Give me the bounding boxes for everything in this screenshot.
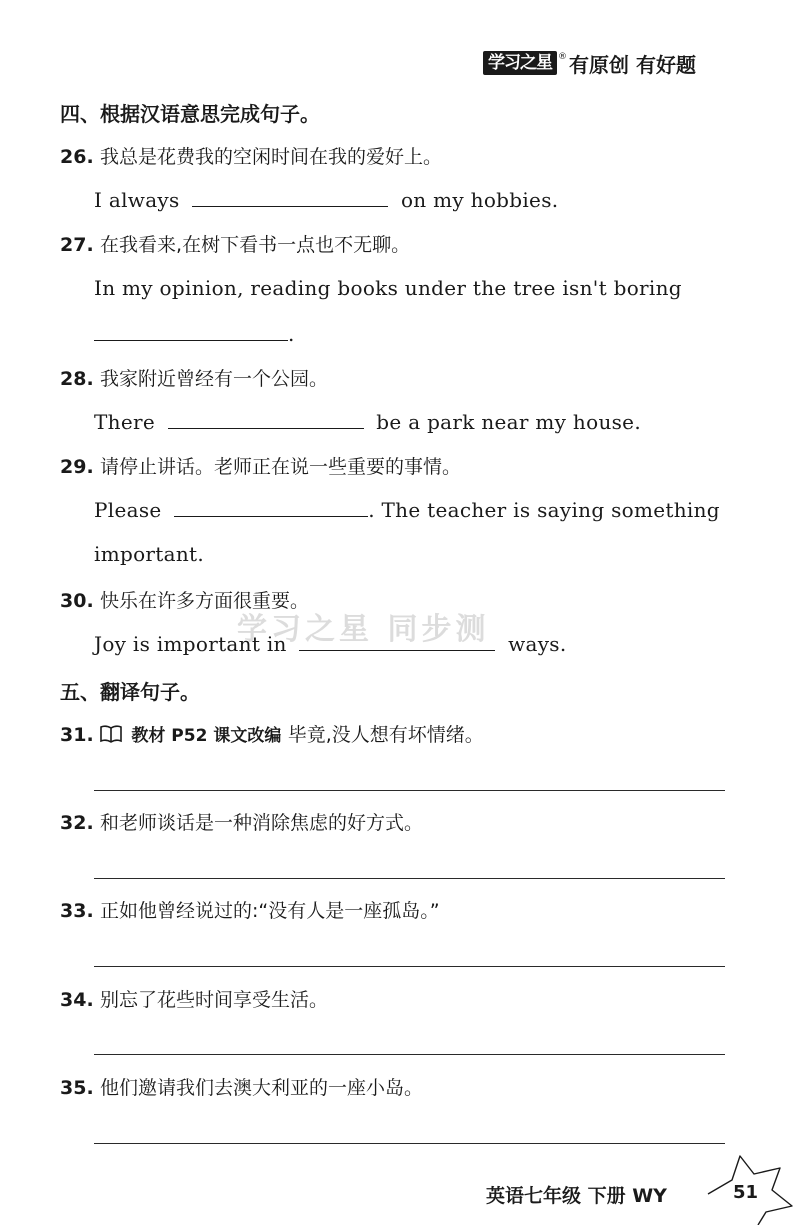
question-33 [60,896,440,925]
question-26 [60,142,442,171]
translation-line-34[interactable] [94,1054,725,1055]
question-chinese: 和老师谈话是一种消除焦虑的好方式。 [100,812,424,834]
question-number: 35. [60,1077,94,1099]
fill-blank[interactable] [168,408,364,429]
translation-line-32[interactable] [94,878,725,879]
fill-blank[interactable] [174,496,368,517]
registered-mark: ® [558,52,567,62]
question-number: 34. [60,989,94,1011]
textbook-source-tag: 教材 P52 课文改编 [131,726,282,746]
question-35 [60,1073,423,1102]
question-chinese: 正如他曾经说过的:“没有人是一座孤岛。” [100,900,440,922]
question-number: 31. [60,724,94,746]
page-number: 51 [733,1182,759,1203]
book-info: 英语七年级 下册 WY [486,1185,667,1207]
section-title-4: 四、根据汉语意思完成句子。 [60,102,320,126]
brand-slogan: 有原创 有好题 [569,52,696,77]
question-27 [60,230,410,259]
answer-line-29a [94,496,720,524]
fill-blank[interactable] [94,320,288,341]
translation-line-31[interactable] [94,790,725,791]
translation-line-35[interactable] [94,1143,725,1144]
question-32 [60,808,423,837]
fill-blank[interactable] [192,186,388,207]
answer-line-26 [94,186,558,214]
sentence-start: There [94,410,155,434]
question-number: 29. [60,456,94,478]
question-chinese: 我家附近曾经有一个公园。 [100,368,329,390]
question-number: 27. [60,234,94,256]
question-34 [60,985,328,1014]
sentence-start: I always [94,188,180,212]
answer-line-28 [94,408,641,436]
sentence-start: Please [94,498,162,522]
answer-line-30 [94,630,567,658]
question-number: 32. [60,812,94,834]
section-title-5: 五、翻译句子。 [60,680,200,704]
question-chinese: 我总是花费我的空闲时间在我的爱好上。 [100,146,443,168]
fill-blank[interactable] [299,630,495,651]
watermark: 学习之星 同步测 [237,612,490,647]
question-number: 28. [60,368,94,390]
question-number: 30. [60,590,94,612]
sentence-end: on my hobbies. [400,188,559,212]
answer-line-29b: important. [94,542,205,566]
answer-line-27b [94,320,295,348]
question-chinese: 请停止讲话。老师正在说一些重要的事情。 [100,456,462,478]
question-31 [60,720,484,750]
question-chinese: 在我看来,在树下看书一点也不无聊。 [100,234,411,256]
question-chinese: 别忘了花些时间享受生活。 [100,989,329,1011]
sentence-start: Joy is important in [94,632,287,656]
translation-line-33[interactable] [94,966,725,967]
brand-header [483,50,696,76]
question-number: 33. [60,900,94,922]
question-chinese: 他们邀请我们去澳大利亚的一座小岛。 [100,1077,424,1099]
open-book-icon [100,725,122,743]
question-chinese: 毕竟,没人想有坏情绪。 [287,724,484,746]
question-chinese: 快乐在许多方面很重要。 [100,590,310,612]
sentence-end: be a park near my house. [376,410,641,434]
answer-line-27a: In my opinion, reading books under the tree isn't boring [94,276,682,300]
sentence-end: ways. [508,632,567,656]
question-number: 26. [60,146,94,168]
question-28 [60,364,328,393]
sentence-end: . [288,322,295,346]
brand-logo: 学习之星 [483,51,557,75]
question-29 [60,452,461,481]
sentence-end: . The teacher is saying something [368,498,720,522]
